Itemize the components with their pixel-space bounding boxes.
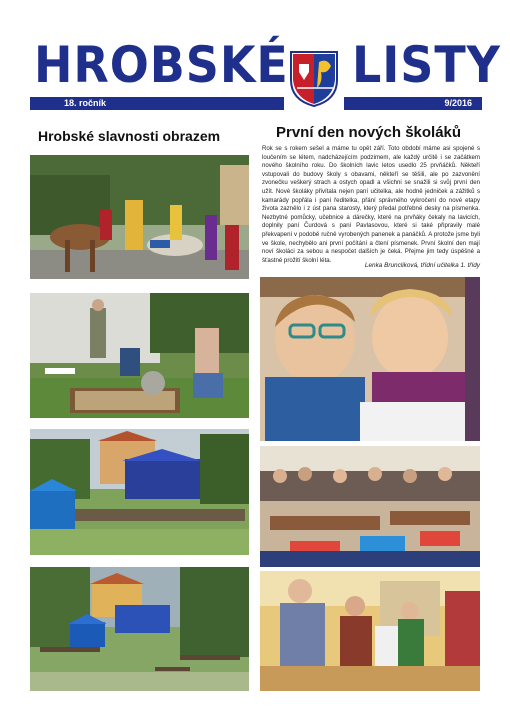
gold-panning-photo xyxy=(30,293,249,418)
article-author: Lenka Bruncliková, třídní učitelka 1. třídy xyxy=(364,262,480,269)
masthead-title-right: LISTY xyxy=(352,36,501,94)
article-body: Rok se s rokem sešel a máme tu opět září. Toto období máme asi spojené s loučením se létem, nadcházejícím podzimem, ale každý určitě i se začátkem nového školního roku. Do školních lavic letos usedlo 25 prvňáčků. Někteří vstupovali do budovy školy s obavami, někteří se těšili, ale po zazvonění zvonečku veškerý strach a ostych opadl a všichni se snažili si svůj první den užít. Nové školáky přivítala nejen paní učitelka, ale hodně jedniček a zážitků s kamarády popřála i paní ředitelka, přání správného vykročení do nové etapy života zaznělo i z úst pana starosty, který předal potřebné desky na písmenka. Nezbytné pomůcky, učebnice a dárečky, které na prvňáky čekaly na lavicích, doplnily paní Čurdová s paní Pavlasovou, které si také připravily malé překvapení v podobě ručně vyrobených panenek a panáčků. A protože jsme byli ve škole, nechybělo ani první počítání a čtení písmenek. První školní den mají noví školáci za sebou a nespočet dalších je čeká. Přejme jim tedy úspěšné a šťastné prožití školní léta. xyxy=(262,145,480,264)
park-tables-photo xyxy=(30,567,249,691)
festival-stage-photo xyxy=(30,429,249,555)
classroom-photo xyxy=(260,446,480,567)
teacher-photo xyxy=(260,571,480,691)
right-section-title: První den nových školáků xyxy=(276,124,462,141)
masthead-title-left: HROBSKÉ xyxy=(34,36,289,94)
issue-date: 9/2016 xyxy=(444,98,472,108)
issue-bar xyxy=(30,97,284,110)
coat-of-arms-icon xyxy=(289,50,339,108)
date-bar xyxy=(344,97,482,110)
left-section-title: Hrobské slavnosti obrazem xyxy=(38,128,221,144)
issue-label: 18. ročník xyxy=(64,98,107,108)
first-graders-photo xyxy=(260,277,480,441)
parade-photo xyxy=(30,155,249,279)
